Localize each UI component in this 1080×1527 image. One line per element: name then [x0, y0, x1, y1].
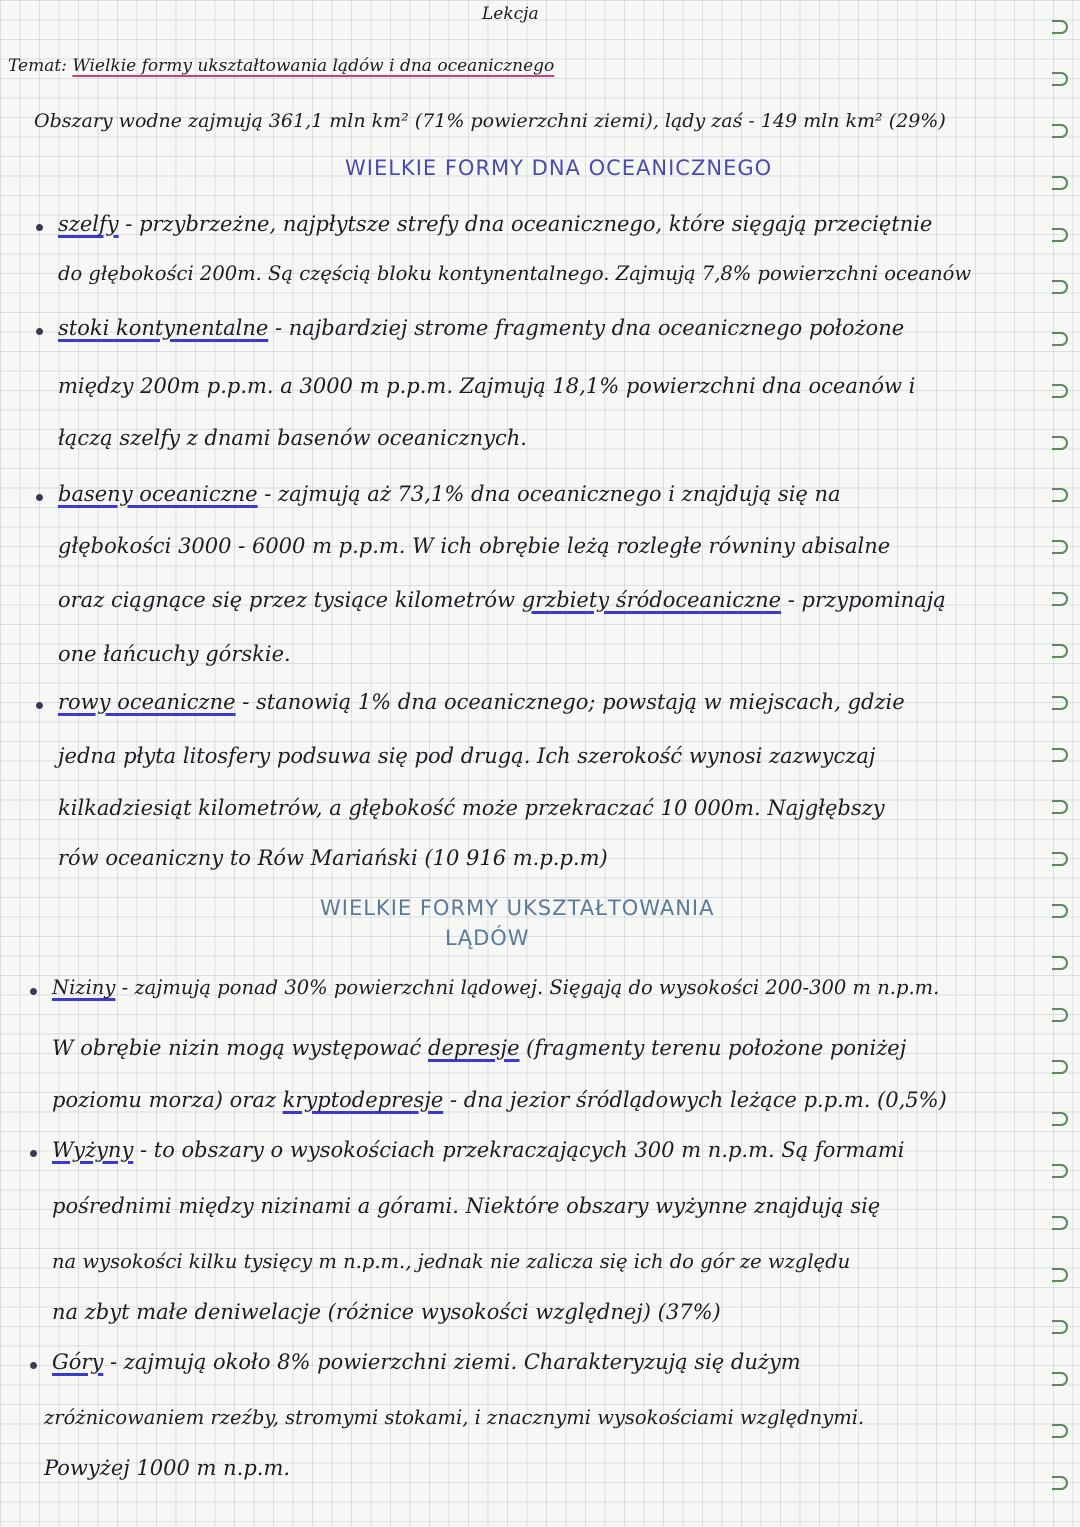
term-rowy-oceaniczne: rowy oceaniczne	[58, 690, 236, 714]
lesson-header: Lekcja	[482, 4, 539, 24]
term-kryptodepresje: kryptodepresje	[282, 1088, 444, 1112]
binding-ring	[1052, 696, 1068, 710]
bullet	[30, 1150, 37, 1157]
topic-label: Temat:	[8, 56, 67, 76]
item-gory-line3: Powyżej 1000 m n.p.m.	[44, 1456, 291, 1480]
item-niziny-line1: Niziny - zajmują ponad 30% powierzchni lądowej. Sięgają do wysokości 200-300 m n.p.m.	[52, 976, 940, 999]
binding-ring	[1052, 20, 1068, 34]
item-wyzyny-line2: pośrednimi między nizinami a górami. Niektóre obszary wyżynne znajdują się	[52, 1194, 881, 1218]
term-baseny-oceaniczne: baseny oceaniczne	[58, 482, 258, 506]
binding-ring	[1052, 1216, 1068, 1230]
binding-ring	[1052, 72, 1068, 86]
section-heading-land-line2: LĄDÓW	[445, 926, 530, 950]
section-heading-land-line1: WIELKIE FORMY UKSZTAŁTOWANIA	[320, 896, 715, 920]
binding-ring	[1052, 800, 1068, 814]
item-stoki-line2: między 200m p.p.m. a 3000 m p.p.m. Zajmują 18,1% powierzchni dna oceanów i	[58, 374, 916, 398]
binding-ring	[1052, 1008, 1068, 1022]
term-szelfy: szelfy	[58, 212, 119, 236]
topic-title: Wielkie formy ukształtowania lądów i dna oceanicznego	[72, 56, 555, 76]
binding-ring	[1052, 1320, 1068, 1334]
item-szelfy-line1: szelfy - przybrzeżne, najpłytsze strefy dna oceanicznego, które sięgają przeciętnie	[58, 212, 933, 236]
binding-ring	[1052, 1372, 1068, 1386]
binding-ring	[1052, 1268, 1068, 1282]
intro-line: Obszary wodne zajmują 361,1 mln km² (71% powierzchni ziemi), lądy zaś - 149 mln km² (29%)	[34, 110, 946, 132]
item-baseny-line4: one łańcuchy górskie.	[58, 642, 291, 666]
item-niziny-line3: poziomu morza) oraz kryptodepresje - dna jezior śródlądowych leżące p.p.m. (0,5%)	[52, 1088, 947, 1112]
binding-ring	[1052, 124, 1068, 138]
term-niziny: Niziny	[52, 976, 116, 999]
binding-ring	[1052, 748, 1068, 762]
item-niziny-line2: W obrębie nizin mogą występować depresje (fragmenty terenu położone poniżej	[52, 1036, 907, 1060]
binding-ring	[1052, 1476, 1068, 1490]
item-gory-line1: Góry - zajmują około 8% powierzchni ziemi. Charakteryzują się dużym	[52, 1350, 801, 1374]
binding-ring	[1052, 176, 1068, 190]
term-wyzyny: Wyżyny	[52, 1138, 134, 1162]
spiral-binding	[1052, 20, 1074, 1520]
bullet	[30, 1362, 37, 1369]
item-wyzyny-line3: na wysokości kilku tysięcy m n.p.m., jednak nie zalicza się ich do gór ze względu	[52, 1250, 851, 1273]
binding-ring	[1052, 1164, 1068, 1178]
binding-ring	[1052, 1424, 1068, 1438]
term-grzbiety-srodoceaniczne: grzbiety śródoceaniczne	[521, 588, 782, 612]
binding-ring	[1052, 852, 1068, 866]
item-wyzyny-line1: Wyżyny - to obszary o wysokościach przekraczających 300 m n.p.m. Są formami	[52, 1138, 905, 1162]
term-depresje: depresje	[428, 1036, 520, 1060]
binding-ring	[1052, 384, 1068, 398]
bullet	[36, 224, 43, 231]
binding-ring	[1052, 540, 1068, 554]
binding-ring	[1052, 592, 1068, 606]
item-stoki-line1: stoki kontynentalne - najbardziej strome fragmenty dna oceanicznego położone	[58, 316, 905, 340]
bullet	[36, 328, 43, 335]
binding-ring	[1052, 644, 1068, 658]
item-rowy-line4: rów oceaniczny to Rów Mariański (10 916 m.p.p.m)	[58, 846, 608, 870]
item-wyzyny-line4: na zbyt małe deniwelacje (różnice wysokości względnej) (37%)	[52, 1300, 721, 1324]
item-rowy-line1: rowy oceaniczne - stanowią 1% dna oceanicznego; powstają w miejscach, gdzie	[58, 690, 905, 714]
binding-ring	[1052, 904, 1068, 918]
item-gory-line2: zróżnicowaniem rzeźby, stromymi stokami, i znacznymi wysokościami względnymi.	[44, 1406, 865, 1429]
item-rowy-line2: jedna płyta litosfery podsuwa się pod drugą. Ich szerokość wynosi zazwyczaj	[58, 744, 876, 768]
term-stoki-kontynentalne: stoki kontynentalne	[58, 316, 269, 340]
bullet	[36, 702, 43, 709]
binding-ring	[1052, 1112, 1068, 1126]
item-baseny-line1: baseny oceaniczne - zajmują aż 73,1% dna oceanicznego i znajdują się na	[58, 482, 841, 506]
item-baseny-line2: głębokości 3000 - 6000 m p.p.m. W ich obrębie leżą rozległe równiny abisalne	[58, 534, 891, 558]
binding-ring	[1052, 280, 1068, 294]
binding-ring	[1052, 332, 1068, 346]
bullet	[36, 494, 43, 501]
section-heading-ocean-floor: WIELKIE FORMY DNA OCEANICZNEGO	[345, 156, 773, 180]
binding-ring	[1052, 488, 1068, 502]
item-stoki-line3: łączą szelfy z dnami basenów oceanicznych.	[58, 426, 527, 450]
item-baseny-line3: oraz ciągnące się przez tysiące kilometrów grzbiety śródoceaniczne - przypominają	[58, 588, 946, 612]
binding-ring	[1052, 436, 1068, 450]
item-szelfy-line2: do głębokości 200m. Są częścią bloku kontynentalnego. Zajmują 7,8% powierzchni oceanów	[58, 262, 972, 285]
bullet	[30, 988, 37, 995]
term-gory: Góry	[52, 1350, 104, 1374]
binding-ring	[1052, 956, 1068, 970]
topic-line	[8, 56, 554, 76]
item-rowy-line3: kilkadziesiąt kilometrów, a głębokość może przekraczać 10 000m. Najgłębszy	[58, 796, 885, 820]
binding-ring	[1052, 228, 1068, 242]
binding-ring	[1052, 1060, 1068, 1074]
